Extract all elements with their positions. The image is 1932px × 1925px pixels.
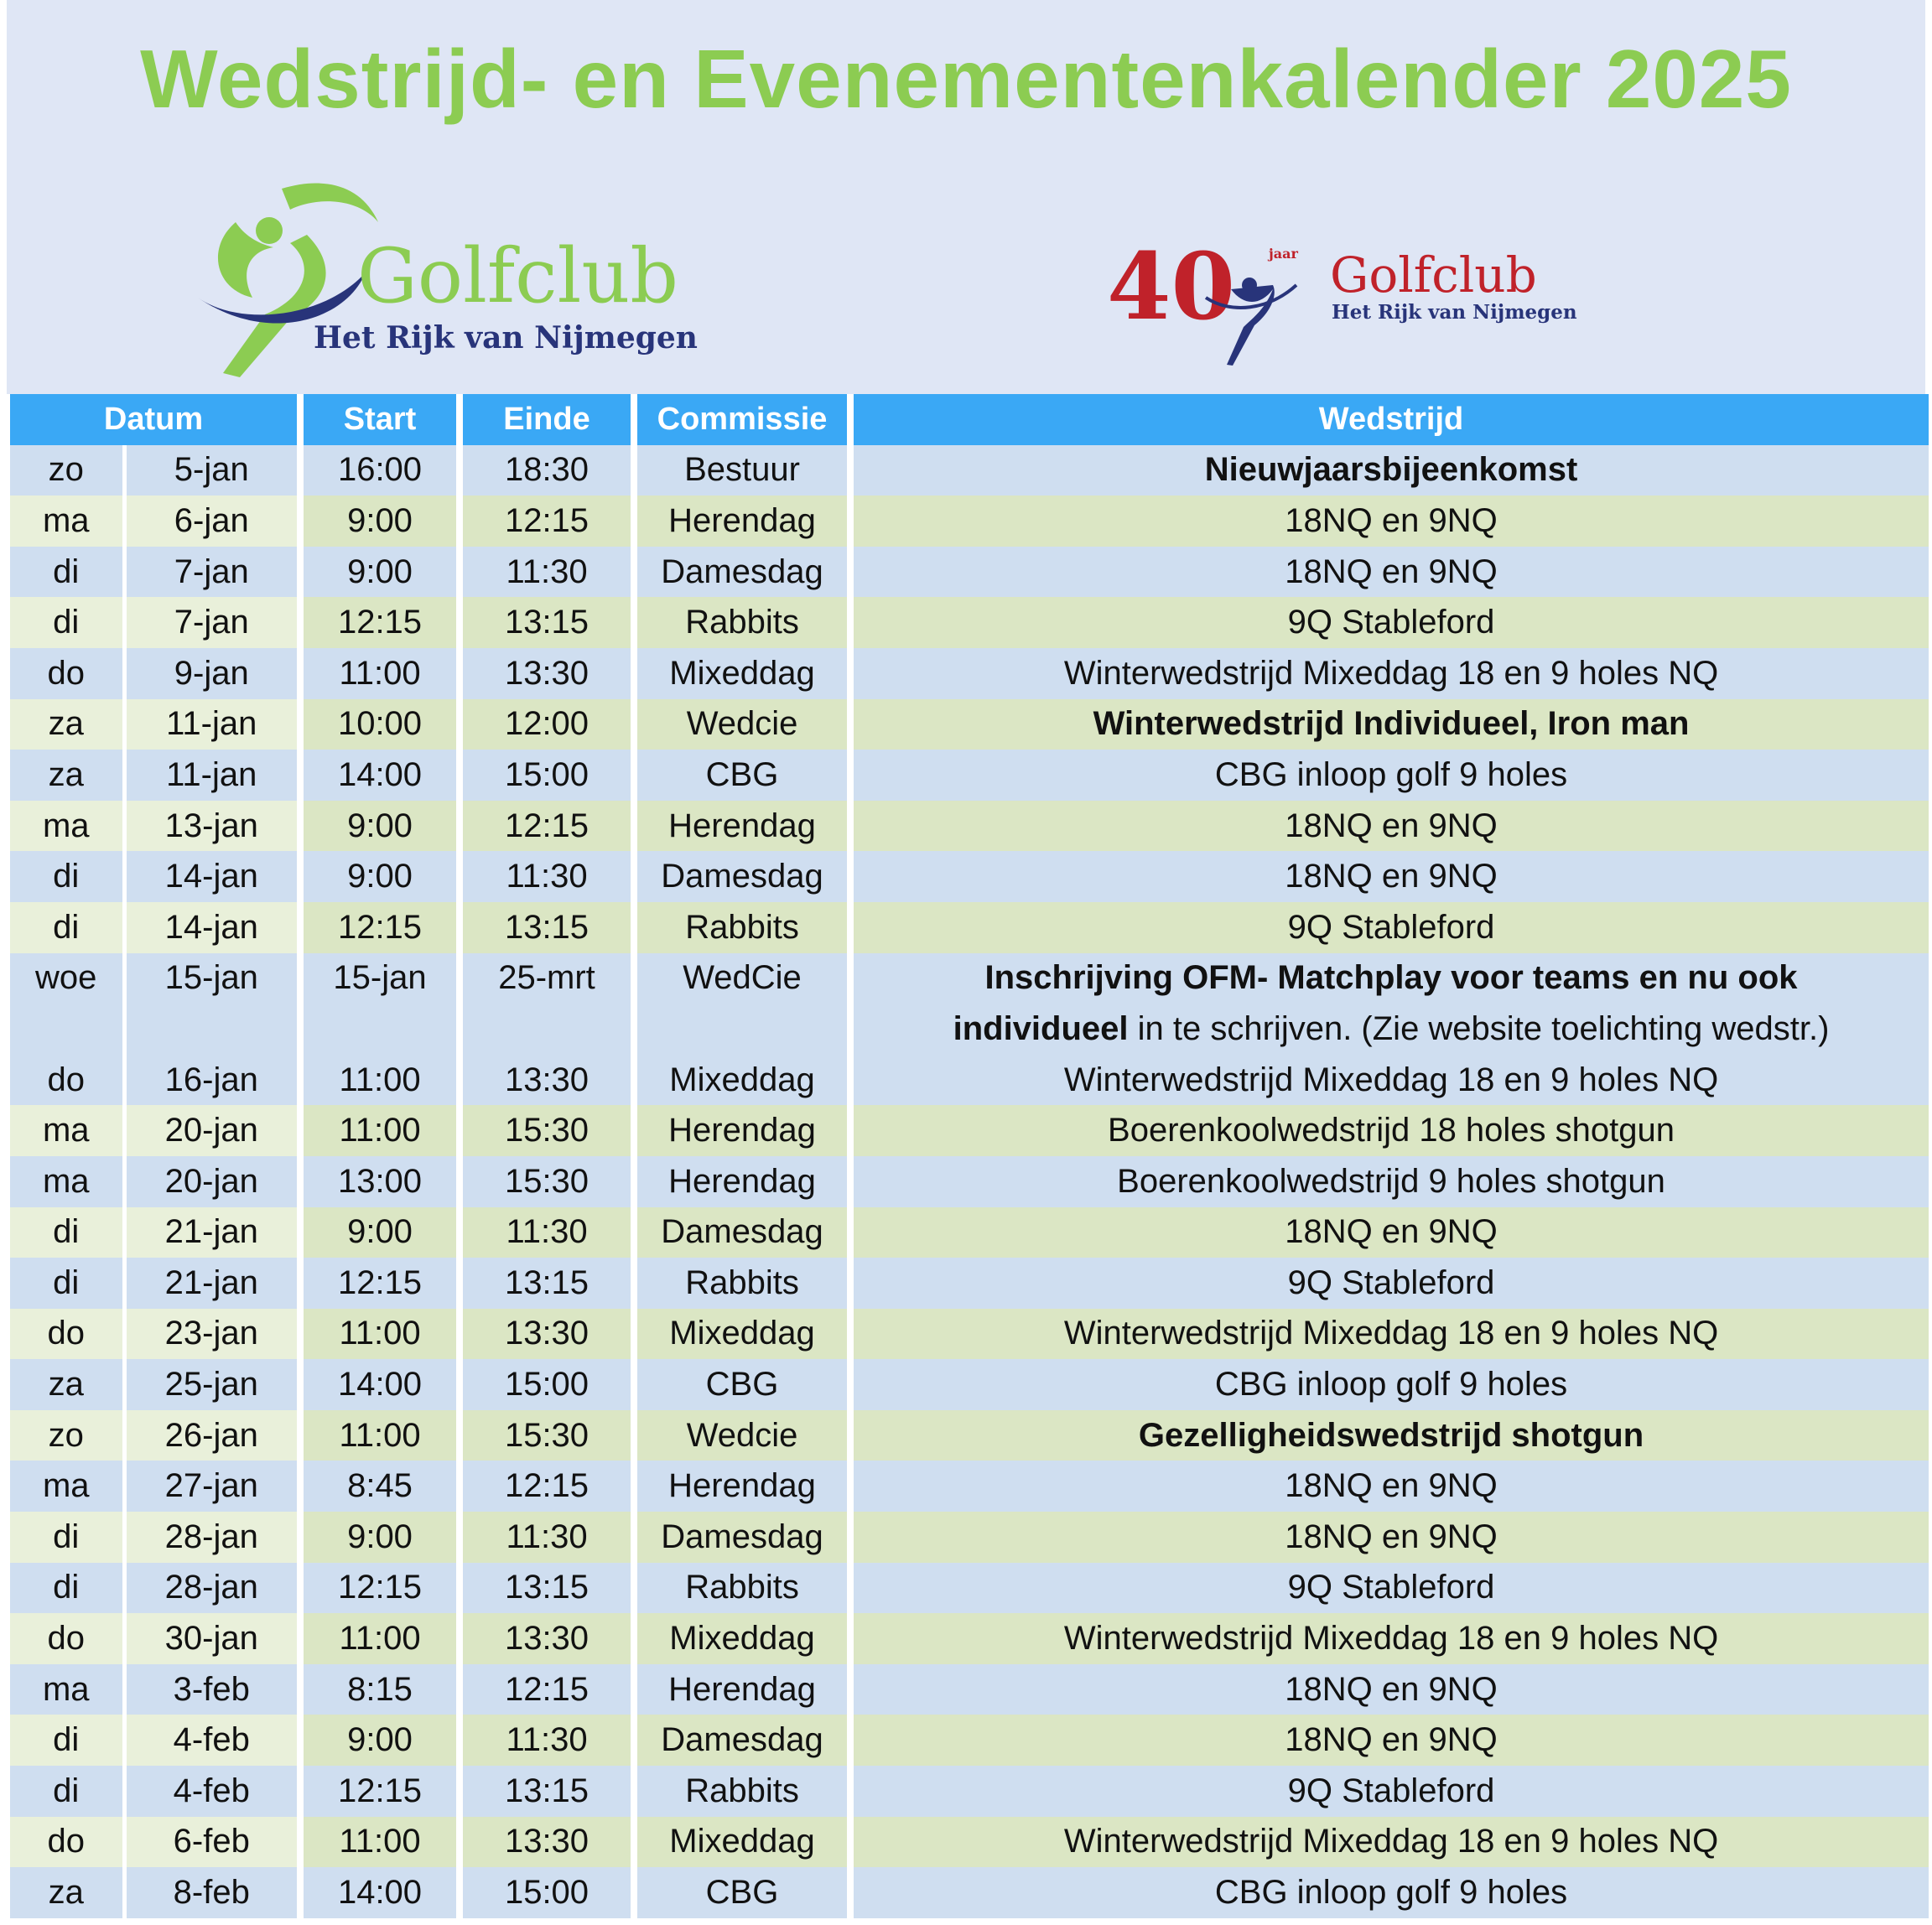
event-title: CBG inloop golf 9 holes — [1214, 1366, 1568, 1404]
end-time-cell: 13:30 — [460, 1613, 634, 1664]
end-time-cell: 13:30 — [460, 1055, 634, 1106]
start-time-cell: 9:00 — [300, 851, 460, 902]
event-cell — [850, 1004, 1929, 1055]
day-cell: woe — [10, 953, 124, 1004]
day-cell: ma — [10, 1664, 124, 1715]
end-time-cell: 15:00 — [460, 750, 634, 801]
start-time-cell: 14:00 — [300, 750, 460, 801]
end-time-cell: 15:30 — [460, 1156, 634, 1207]
start-time-cell: 11:00 — [300, 1613, 460, 1664]
table-row — [10, 1156, 1929, 1207]
event-title: Gezelligheidswedstrijd shotgun — [1138, 1416, 1644, 1454]
event-cell — [850, 1715, 1929, 1766]
date-cell: 5-jan — [124, 445, 300, 496]
committee-cell: Wedcie — [634, 699, 850, 750]
event-cell — [850, 648, 1929, 699]
event-cell — [850, 1359, 1929, 1410]
date-cell: 27-jan — [124, 1461, 300, 1512]
day-cell: di — [10, 1512, 124, 1563]
end-time-cell: 13:30 — [460, 1309, 634, 1360]
start-time-cell: 12:15 — [300, 1258, 460, 1309]
day-cell: do — [10, 1055, 124, 1106]
end-time-cell: 11:30 — [460, 851, 634, 902]
event-cell — [850, 1309, 1929, 1360]
committee-cell: Damesdag — [634, 547, 850, 598]
end-time-cell: 13:30 — [460, 1817, 634, 1868]
table-row — [10, 445, 1929, 496]
event-title: CBG inloop golf 9 holes — [1214, 1874, 1568, 1912]
committee-cell: Herendag — [634, 801, 850, 852]
event-title: 18NQ en 9NQ — [1285, 1670, 1498, 1708]
committee-cell: Rabbits — [634, 902, 850, 953]
start-time-cell: 9:00 — [300, 801, 460, 852]
day-cell: do — [10, 1613, 124, 1664]
event-title: 18NQ en 9NQ — [1285, 807, 1498, 844]
day-cell: za — [10, 1867, 124, 1918]
table-row — [10, 1867, 1929, 1918]
table-row — [10, 648, 1929, 699]
event-title: 18NQ en 9NQ — [1285, 1518, 1498, 1555]
day-cell: di — [10, 851, 124, 902]
table-row — [10, 1715, 1929, 1766]
day-cell: za — [10, 750, 124, 801]
committee-cell: Rabbits — [634, 1766, 850, 1817]
date-cell: 16-jan — [124, 1055, 300, 1106]
date-cell: 13-jan — [124, 801, 300, 852]
event-title: 18NQ en 9NQ — [1285, 501, 1498, 539]
table-row — [10, 1613, 1929, 1664]
table-row — [10, 1512, 1929, 1563]
svg-text:Het Rijk van Nijmegen: Het Rijk van Nijmegen — [314, 320, 698, 355]
table-row — [10, 1309, 1929, 1360]
committee-cell: CBG — [634, 1867, 850, 1918]
date-cell: 4-feb — [124, 1715, 300, 1766]
day-cell: ma — [10, 1156, 124, 1207]
event-title: individueel — [953, 1009, 1129, 1047]
event-cell — [850, 1563, 1929, 1614]
table-row — [10, 1563, 1929, 1614]
event-title: 18NQ en 9NQ — [1285, 1467, 1498, 1505]
day-cell — [10, 1004, 124, 1055]
event-cell — [850, 1613, 1929, 1664]
end-time-cell: 15:30 — [460, 1105, 634, 1156]
column-header-start: Start — [300, 394, 460, 445]
event-title: 18NQ en 9NQ — [1285, 1721, 1498, 1759]
golfclub-logo-40-jaar — [1105, 226, 1608, 377]
event-cell — [850, 496, 1929, 547]
event-title: Winterwedstrijd Mixeddag 18 en 9 holes NQ — [1063, 1315, 1719, 1352]
event-title: 18NQ en 9NQ — [1285, 553, 1498, 590]
page-title: Wedstrijd- en Evenementenkalender 2025 — [140, 33, 1792, 125]
end-time-cell: 11:30 — [460, 1207, 634, 1258]
end-time-cell: 12:15 — [460, 1664, 634, 1715]
event-title: Inschrijving OFM- Matchplay voor teams en nu ook — [984, 959, 1798, 997]
end-time-cell: 12:15 — [460, 801, 634, 852]
committee-cell: Damesdag — [634, 851, 850, 902]
date-cell: 8-feb — [124, 1867, 300, 1918]
day-cell: ma — [10, 1105, 124, 1156]
date-cell: 9-jan — [124, 648, 300, 699]
start-time-cell: 16:00 — [300, 445, 460, 496]
event-title: 18NQ en 9NQ — [1285, 858, 1498, 895]
committee-cell: Herendag — [634, 1664, 850, 1715]
committee-cell: Rabbits — [634, 1563, 850, 1614]
svg-text:Golfclub: Golfclub — [1330, 246, 1537, 304]
table-row — [10, 1461, 1929, 1512]
day-cell: zo — [10, 445, 124, 496]
table-row — [10, 496, 1929, 547]
end-time-cell: 15:30 — [460, 1410, 634, 1461]
start-time-cell: 14:00 — [300, 1359, 460, 1410]
start-time-cell: 13:00 — [300, 1156, 460, 1207]
date-cell: 6-feb — [124, 1817, 300, 1868]
table-row — [10, 902, 1929, 953]
table-row — [10, 750, 1929, 801]
date-cell: 4-feb — [124, 1766, 300, 1817]
event-cell — [850, 1410, 1929, 1461]
day-cell: do — [10, 648, 124, 699]
end-time-cell: 18:30 — [460, 445, 634, 496]
start-time-cell: 12:15 — [300, 1766, 460, 1817]
start-time-cell: 11:00 — [300, 1410, 460, 1461]
day-cell: di — [10, 1766, 124, 1817]
event-cell — [850, 1512, 1929, 1563]
event-cell — [850, 1055, 1929, 1106]
end-time-cell: 13:30 — [460, 648, 634, 699]
day-cell: zo — [10, 1410, 124, 1461]
table-row — [10, 851, 1929, 902]
table-row — [10, 1258, 1929, 1309]
day-cell: do — [10, 1817, 124, 1868]
header-banner — [7, 0, 1925, 394]
committee-cell: Wedcie — [634, 1410, 850, 1461]
column-header-einde: Einde — [460, 394, 634, 445]
event-cell — [850, 1867, 1929, 1918]
golfclub-logo-left — [190, 172, 760, 390]
svg-text:jaar: jaar — [1269, 246, 1298, 262]
event-cell — [850, 750, 1929, 801]
date-cell: 26-jan — [124, 1410, 300, 1461]
event-title: 9Q Stableford — [1287, 908, 1495, 946]
start-time-cell: 9:00 — [300, 1715, 460, 1766]
svg-text:40: 40 — [1107, 232, 1236, 340]
table-row — [10, 953, 1929, 1004]
end-time-cell: 13:15 — [460, 1563, 634, 1614]
end-time-cell: 11:30 — [460, 547, 634, 598]
start-time-cell: 8:15 — [300, 1664, 460, 1715]
date-cell: 7-jan — [124, 547, 300, 598]
day-cell: ma — [10, 496, 124, 547]
start-time-cell: 11:00 — [300, 1055, 460, 1106]
table-row — [10, 597, 1929, 648]
svg-text:Het Rijk van Nijmegen: Het Rijk van Nijmegen — [1332, 301, 1577, 324]
start-time-cell — [300, 1004, 460, 1055]
event-cell — [850, 1258, 1929, 1309]
day-cell: di — [10, 597, 124, 648]
event-title: CBG inloop golf 9 holes — [1214, 755, 1568, 793]
table-row — [10, 547, 1929, 598]
table-row — [10, 801, 1929, 852]
column-header-wedstrijd: Wedstrijd — [850, 394, 1929, 445]
date-cell: 6-jan — [124, 496, 300, 547]
event-cell — [850, 801, 1929, 852]
day-cell: di — [10, 902, 124, 953]
start-time-cell: 12:15 — [300, 902, 460, 953]
committee-cell — [634, 1004, 850, 1055]
event-title: 9Q Stableford — [1287, 1569, 1495, 1606]
end-time-cell: 11:30 — [460, 1512, 634, 1563]
event-title-continued: in te schrijven. (Zie website toelichting wedstr.) — [1128, 1009, 1830, 1047]
day-cell: di — [10, 547, 124, 598]
event-cell — [850, 1156, 1929, 1207]
committee-cell: Damesdag — [634, 1715, 850, 1766]
end-time-cell: 12:15 — [460, 496, 634, 547]
start-time-cell: 14:00 — [300, 1867, 460, 1918]
date-cell: 14-jan — [124, 851, 300, 902]
day-cell: di — [10, 1258, 124, 1309]
start-time-cell: 9:00 — [300, 1207, 460, 1258]
committee-cell: Mixeddag — [634, 1613, 850, 1664]
event-title: 9Q Stableford — [1287, 1772, 1495, 1809]
event-title: Winterwedstrijd Mixeddag 18 en 9 holes NQ — [1063, 654, 1719, 692]
committee-cell: Herendag — [634, 1156, 850, 1207]
table-row — [10, 1207, 1929, 1258]
date-cell: 3-feb — [124, 1664, 300, 1715]
day-cell: ma — [10, 1461, 124, 1512]
column-header-commissie: Commissie — [634, 394, 850, 445]
day-cell: ma — [10, 801, 124, 852]
committee-cell: Herendag — [634, 1461, 850, 1512]
table-row — [10, 1055, 1929, 1106]
end-time-cell: 13:15 — [460, 1258, 634, 1309]
end-time-cell: 12:00 — [460, 699, 634, 750]
table-header-row — [10, 394, 1929, 445]
committee-cell: Herendag — [634, 496, 850, 547]
start-time-cell: 12:15 — [300, 1563, 460, 1614]
committee-cell: WedCie — [634, 953, 850, 1004]
event-title: 9Q Stableford — [1287, 604, 1495, 641]
table-row — [10, 1359, 1929, 1410]
start-time-cell: 11:00 — [300, 1817, 460, 1868]
event-title: Winterwedstrijd Individueel, Iron man — [1093, 705, 1690, 743]
start-time-cell: 15-jan — [300, 953, 460, 1004]
start-time-cell: 10:00 — [300, 699, 460, 750]
start-time-cell: 8:45 — [300, 1461, 460, 1512]
event-title: Winterwedstrijd Mixeddag 18 en 9 holes NQ — [1063, 1823, 1719, 1860]
svg-text:Golfclub: Golfclub — [357, 232, 678, 320]
table-row — [10, 1817, 1929, 1868]
date-cell: 28-jan — [124, 1512, 300, 1563]
date-cell: 30-jan — [124, 1613, 300, 1664]
end-time-cell: 11:30 — [460, 1715, 634, 1766]
event-cell — [850, 699, 1929, 750]
committee-cell: Rabbits — [634, 1258, 850, 1309]
table-row — [10, 1004, 1929, 1055]
committee-cell: Rabbits — [634, 597, 850, 648]
date-cell: 14-jan — [124, 902, 300, 953]
event-title: Winterwedstrijd Mixeddag 18 en 9 holes NQ — [1063, 1061, 1719, 1098]
day-cell: di — [10, 1563, 124, 1614]
end-time-cell: 13:15 — [460, 1766, 634, 1817]
end-time-cell: 15:00 — [460, 1867, 634, 1918]
committee-cell: CBG — [634, 750, 850, 801]
day-cell: do — [10, 1309, 124, 1360]
date-cell: 11-jan — [124, 699, 300, 750]
event-cell — [850, 1766, 1929, 1817]
start-time-cell: 9:00 — [300, 547, 460, 598]
day-cell: za — [10, 699, 124, 750]
date-cell: 21-jan — [124, 1207, 300, 1258]
committee-cell: Mixeddag — [634, 1817, 850, 1868]
calendar-body — [10, 445, 1929, 1918]
event-cell — [850, 1105, 1929, 1156]
date-cell: 23-jan — [124, 1309, 300, 1360]
event-title: 9Q Stableford — [1287, 1263, 1495, 1301]
event-cell — [850, 597, 1929, 648]
column-header-datum: Datum — [10, 394, 300, 445]
end-time-cell: 13:15 — [460, 902, 634, 953]
date-cell: 28-jan — [124, 1563, 300, 1614]
start-time-cell: 11:00 — [300, 1105, 460, 1156]
start-time-cell: 9:00 — [300, 1512, 460, 1563]
event-cell — [850, 547, 1929, 598]
day-cell: za — [10, 1359, 124, 1410]
start-time-cell: 9:00 — [300, 496, 460, 547]
table-row — [10, 1766, 1929, 1817]
committee-cell: Herendag — [634, 1105, 850, 1156]
end-time-cell: 13:15 — [460, 597, 634, 648]
date-cell: 20-jan — [124, 1105, 300, 1156]
committee-cell: Mixeddag — [634, 648, 850, 699]
event-title: Boerenkoolwedstrijd 9 holes shotgun — [1117, 1162, 1665, 1200]
event-cell — [850, 851, 1929, 902]
end-time-cell: 25-mrt — [460, 953, 634, 1004]
end-time-cell: 12:15 — [460, 1461, 634, 1512]
event-cell — [850, 953, 1929, 1004]
committee-cell: Damesdag — [634, 1512, 850, 1563]
table-row — [10, 1664, 1929, 1715]
table-row — [10, 1410, 1929, 1461]
start-time-cell: 11:00 — [300, 1309, 460, 1360]
table-row — [10, 699, 1929, 750]
date-cell: 11-jan — [124, 750, 300, 801]
event-title: Boerenkoolwedstrijd 18 holes shotgun — [1108, 1112, 1675, 1149]
committee-cell: Damesdag — [634, 1207, 850, 1258]
event-cell — [850, 445, 1929, 496]
event-cell — [850, 1817, 1929, 1868]
event-cell — [850, 1664, 1929, 1715]
day-cell: di — [10, 1207, 124, 1258]
end-time-cell: 15:00 — [460, 1359, 634, 1410]
date-cell: 20-jan — [124, 1156, 300, 1207]
event-title: 18NQ en 9NQ — [1285, 1213, 1498, 1251]
date-cell — [124, 1004, 300, 1055]
event-title: Nieuwjaarsbijeenkomst — [1204, 451, 1578, 489]
table-row — [10, 1105, 1929, 1156]
date-cell: 25-jan — [124, 1359, 300, 1410]
event-cell — [850, 1207, 1929, 1258]
committee-cell: Mixeddag — [634, 1309, 850, 1360]
start-time-cell: 11:00 — [300, 648, 460, 699]
end-time-cell — [460, 1004, 634, 1055]
day-cell: di — [10, 1715, 124, 1766]
date-cell: 7-jan — [124, 597, 300, 648]
committee-cell: Bestuur — [634, 445, 850, 496]
date-cell: 21-jan — [124, 1258, 300, 1309]
event-cell — [850, 902, 1929, 953]
committee-cell: CBG — [634, 1359, 850, 1410]
calendar-table — [10, 394, 1929, 1918]
event-title: Winterwedstrijd Mixeddag 18 en 9 holes NQ — [1063, 1620, 1719, 1658]
start-time-cell: 12:15 — [300, 597, 460, 648]
event-cell — [850, 1461, 1929, 1512]
date-cell: 15-jan — [124, 953, 300, 1004]
committee-cell: Mixeddag — [634, 1055, 850, 1106]
